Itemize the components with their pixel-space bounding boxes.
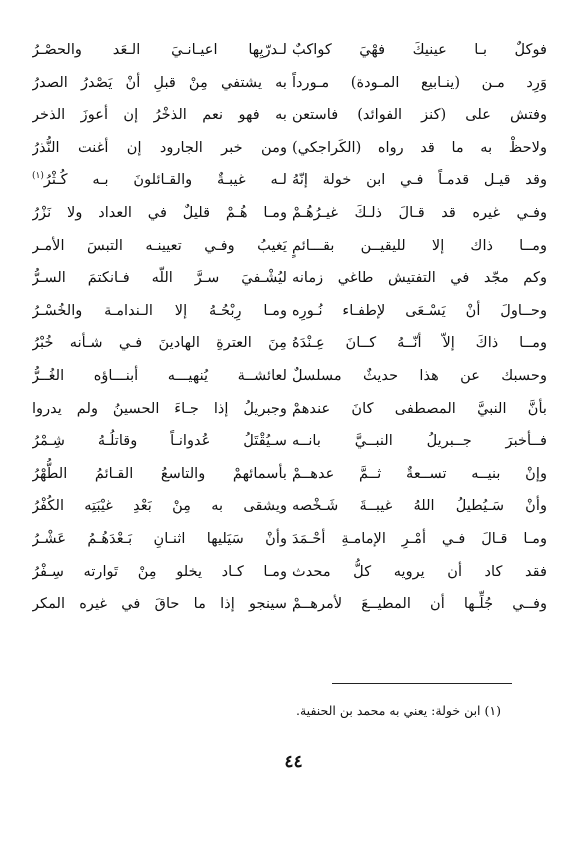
verse-text: وفـي غيره قد قـالَ ذلـكَ غيـرُهُـمْ [292,203,547,221]
right-column-verse [292,425,547,458]
poem-body [0,34,587,654]
verse-text: ولاحظْ به ما قد رواه (الكَراجكي) [292,138,547,156]
right-column-verse [292,490,547,523]
verse-text: بأسمائهمْ والتاسعُ القـائمُ الطُّهْرُ [32,464,287,482]
poem-left-column [32,34,287,621]
verse-text: ومـا كـاد يخلو مِنْ تَوارته سِـفْرُ [32,562,287,580]
left-column-verse [32,197,287,230]
left-column-verse [32,34,287,67]
verse-text: ومـا رِبْحُـهُ إلا الـندامـة والخُسْـرُ [32,301,287,319]
poem-right-column [292,34,547,621]
left-column-verse [32,458,287,491]
left-column-verse [32,490,287,523]
verse-text: وحــاولَ أنْ يَسْـعَى لإطفـاء نُـورِه [292,301,547,319]
left-column-verse [32,393,287,426]
verse-text: فوكلٌ بـا عينيكَ فهْيَ كواكبٌ [292,41,547,58]
left-column-verse [32,295,287,328]
verse-text: لـه غيبـةٌ والقـائلونَ بـه كُـثْرُ [43,171,287,189]
right-column-verse [292,556,547,589]
verse-text: وجبريلُ إذا جـاءَ الحسينُ ولم يدروا [32,399,287,417]
footnote: (١) ابن خولة: يعني به محمد بن الحنفية. [296,703,501,718]
right-column-verse [292,523,547,556]
verse-text: وأنْ سَـيُطيلُ اللهُ غيبــةَ شَـخْصه [292,497,547,515]
right-column-verse [292,393,547,426]
left-column-verse [32,132,287,165]
left-column-verse [32,523,287,556]
verse-text: وفتش على (كنز الفوائد) فاستعن [292,106,547,124]
verse-text: لعائشــة يُنهيـــه أبنـــاؤه الغُــرُّ [32,366,287,384]
verse-text: ويشقى به مِنْ بَعْدِ غيْبَتِه الكُفْرُ [32,497,287,515]
verse-text: وكم مجّد في التفتيش طاغي زمانه [292,269,547,287]
right-column-verse [292,295,547,328]
right-column-verse [292,67,547,100]
verse-text: به يشتفي مِنْ قبلِ أنْ يَصْدرُ الصدرُ [32,73,287,91]
right-column-verse [292,262,547,295]
left-column-verse [32,360,287,393]
verse-text: به فهو نعم الذخْرُ إن أعوزَ الذخر [32,106,287,124]
verse-text: وحسبك عن هذا حديثٌ مسلسلٌ [292,366,547,384]
right-column-verse [292,230,547,263]
verse-text: يَغيبُ وفـي تعيينـه التبسَ الأمـر [32,236,287,254]
verse-text: ومـا هُـمْ قليلٌ في العداد ولا نَزْرُ [32,203,287,221]
footnote-marker: (١) [32,171,44,182]
verse-text: وإنْ بنيــه تســعةٌ ثــمَّ عدهــمْ [292,464,547,482]
page-number: ٤٤ [284,752,303,772]
left-column-verse [32,425,287,458]
right-column-verse [292,132,547,165]
left-column-verse [32,556,287,589]
verse-text: وقد قيـل قدمـاً فـي ابن خولة إنّهُ [292,171,547,189]
verse-text: فــأخبرَ جــبريلُ النبــيَّ بانــه [292,432,547,450]
verse-text: وأنْ سَيَليها اثنـانِ بَـعْدَهُـمُ عَشْـرُ [32,529,287,547]
left-column-verse [32,99,287,132]
footnote-divider [332,683,512,684]
verse-text: ومــا ذاكَ إلاّ أنّــهُ كــانَ عِـنْدَهُ [292,334,547,352]
left-column-verse [32,230,287,263]
verse-text: وفــي جُلِّـها أن المطيــعَ لأمرهــمْ [292,595,547,613]
verse-text: بأنَّ النبيَّ المصطفى كانَ عندهمْ [292,399,547,417]
right-column-verse [292,588,547,621]
left-column-verse [32,67,287,100]
right-column-verse [292,458,547,491]
right-column-verse [292,360,547,393]
right-column-verse [292,34,547,67]
left-column-verse [32,262,287,295]
left-column-verse [32,164,287,197]
verse-text: ومـا قـالَ فـي أمْـرِ الإمامـةِ أحْـمَدَ [292,529,547,547]
verse-text: فقد كاد أن يرويه كلُّ محدث [292,562,547,580]
verse-text: لـدرّيِها اعيـانـيَ الـعَد والحصْـرُ [32,41,287,58]
verse-text: ومن خبر الجارود إن أغنت النُّذرُ [32,138,287,156]
verse-text: مِنَ العترةِ الهادينَ فـي شـأنه خُبْرُ [32,334,287,352]
verse-text: سينجو إذا ما حاقَ في غيره المكر [32,595,287,613]
verse-text: ومــا ذاك إلا لليقيــن بقـــائمٍ [292,236,547,254]
right-column-verse [292,99,547,132]
left-column-verse [32,327,287,360]
right-column-verse [292,164,547,197]
right-column-verse [292,197,547,230]
verse-text: وَرِد مـن (ينـابيع المـودة) مـورداً [292,73,547,91]
left-column-verse [32,588,287,621]
verse-text: ليُشْـفيَ سـرَّ اللّه فـانكتمَ السـرُّ [32,269,287,287]
verse-text: سـيُقْتَلُ عُدوانـاً وقاتلُـهُ شِـمْرُ [32,432,287,450]
right-column-verse [292,327,547,360]
